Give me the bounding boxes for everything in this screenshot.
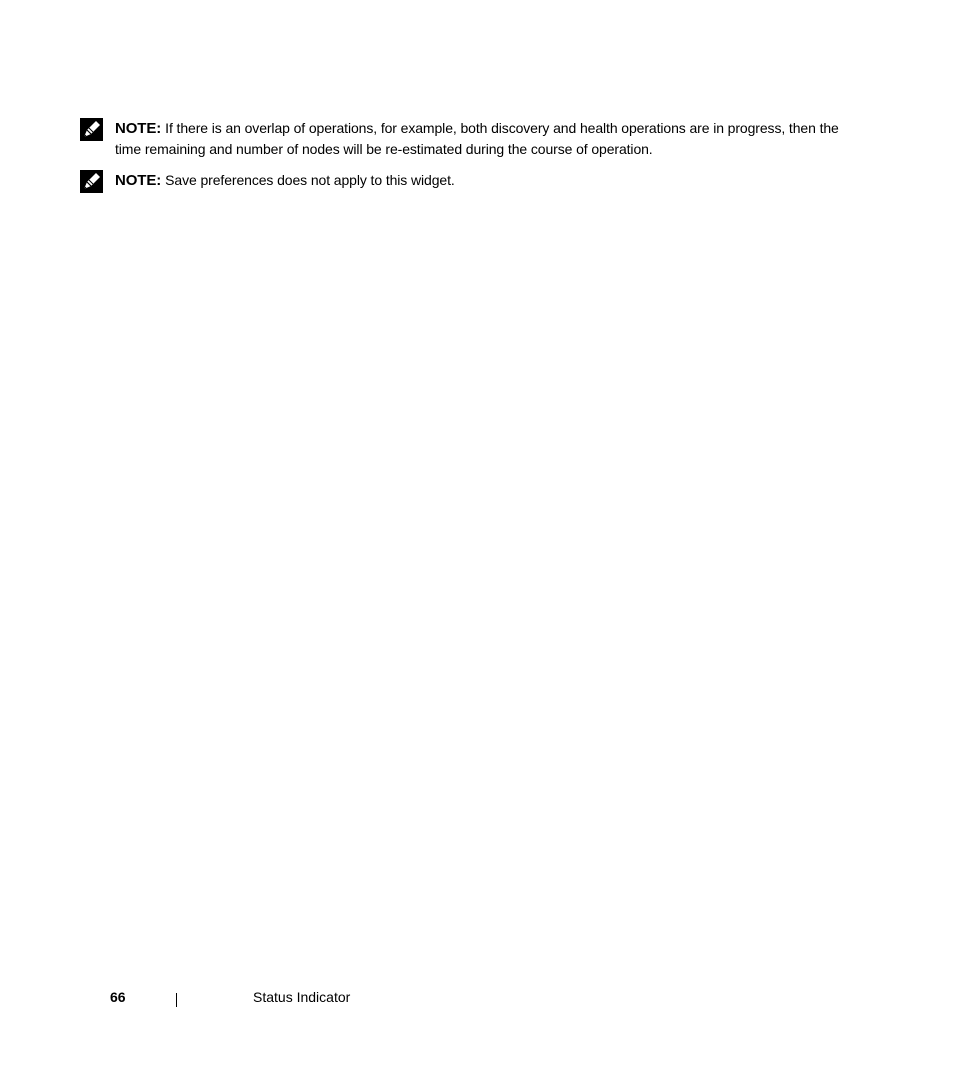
note-callout (80, 118, 860, 159)
footer-section-title: Status Indicator (253, 989, 351, 1005)
note-pencil-icon (80, 170, 103, 193)
note-label: NOTE: (115, 120, 162, 137)
page-footer (0, 989, 954, 1011)
note-body: Save preferences does not apply to this widget. (165, 172, 455, 188)
note-pencil-icon (80, 118, 103, 141)
note-label: NOTE: (115, 172, 162, 189)
page-number: 66 (110, 989, 126, 1005)
note-callout (80, 170, 860, 191)
note-body: If there is an overlap of operations, for example, both discovery and health operations are in progress, then the time remaining and number of nodes will be re-estimated during the course of operation. (115, 120, 839, 157)
footer-divider (176, 993, 177, 1007)
note-text (115, 118, 860, 159)
note-text (115, 170, 860, 191)
